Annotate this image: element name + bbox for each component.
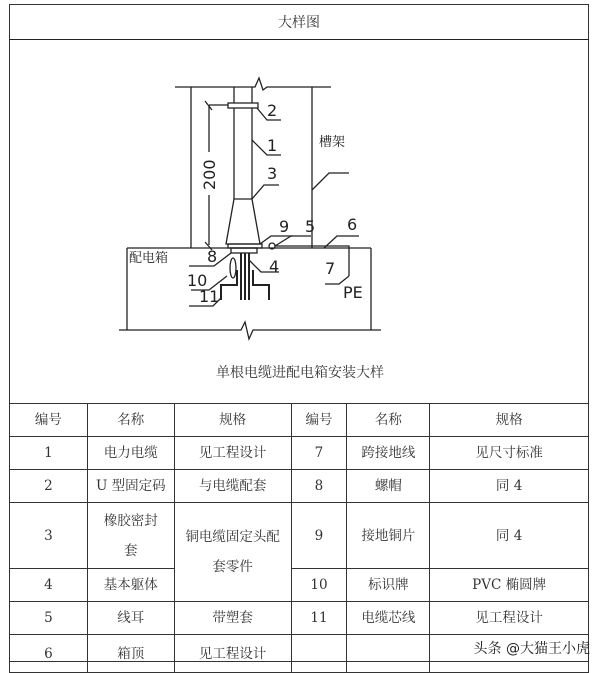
label-2: 2: [267, 101, 278, 120]
header-cell: 名称: [347, 404, 430, 437]
cell: 1: [10, 437, 88, 470]
label-7: 7: [325, 259, 336, 278]
cell: 与电缆配套: [174, 470, 291, 503]
cell: 铜电缆固定头配套零件: [174, 503, 291, 602]
table-row: [10, 503, 589, 569]
table-row: [10, 602, 589, 635]
parts-table: [9, 403, 589, 673]
label-1: 1: [267, 136, 278, 155]
cell: 见工程设计: [174, 437, 291, 470]
page-title: 大样图: [9, 4, 589, 40]
cell: 橡胶密封套: [87, 503, 174, 569]
cell: 同 4: [430, 470, 589, 503]
label-9: 9: [279, 217, 290, 236]
label-tray: 槽架: [319, 135, 346, 150]
cell: PVC 椭圆牌: [430, 569, 589, 602]
label-box: 配电箱: [129, 251, 169, 266]
cell: 4: [10, 569, 88, 602]
cell: 9: [291, 503, 347, 569]
installation-diagram: [9, 40, 589, 370]
cell: 接地铜片: [347, 503, 430, 569]
label-8: 8: [207, 247, 218, 266]
label-11: 11: [199, 287, 220, 306]
cell: 基本躯体: [87, 569, 174, 602]
label-4: 4: [269, 257, 280, 276]
cell: 2: [10, 470, 88, 503]
drawing-caption: 单根电缆进配电箱安装大样: [216, 365, 384, 381]
cell: 标识牌: [347, 569, 430, 602]
cell: 3: [10, 503, 88, 569]
detail-drawing: [9, 40, 589, 403]
table-row: [10, 569, 589, 602]
table-row: [10, 437, 589, 470]
header-cell: 规格: [430, 404, 589, 437]
cell: [291, 635, 347, 673]
cell: 带塑套: [174, 602, 291, 635]
header-cell: 编号: [291, 404, 347, 437]
cell: 5: [10, 602, 88, 635]
cell: [347, 635, 430, 673]
table-header-row: [10, 404, 589, 437]
cell: 电缆芯线: [347, 602, 430, 635]
cell: 线耳: [87, 602, 174, 635]
label-pe: PE: [343, 283, 363, 302]
cell: 10: [291, 569, 347, 602]
label-5: 5: [305, 217, 316, 236]
cell: 见尺寸标准: [430, 437, 589, 470]
cell: U 型固定码: [87, 470, 174, 503]
cell: 8: [291, 470, 347, 503]
cell: 同 4: [430, 503, 589, 569]
dimension-200: 200: [200, 159, 219, 190]
cell: 见工程设计: [174, 635, 291, 673]
cell: 7: [291, 437, 347, 470]
watermark: 头条 @大猫王小虎: [473, 641, 590, 657]
cell: 电力电缆: [87, 437, 174, 470]
cell: 6: [10, 635, 88, 673]
cell: 跨接地线: [347, 437, 430, 470]
cell: 见工程设计: [430, 602, 589, 635]
cell: 螺帽: [347, 470, 430, 503]
header-cell: 规格: [174, 404, 291, 437]
table-row: [10, 470, 589, 503]
cell: 11: [291, 602, 347, 635]
header-cell: 编号: [10, 404, 88, 437]
cell: 箱顶: [87, 635, 174, 673]
header-cell: 名称: [87, 404, 174, 437]
label-10: 10: [187, 271, 208, 290]
label-3: 3: [267, 164, 278, 183]
label-6: 6: [347, 215, 358, 234]
